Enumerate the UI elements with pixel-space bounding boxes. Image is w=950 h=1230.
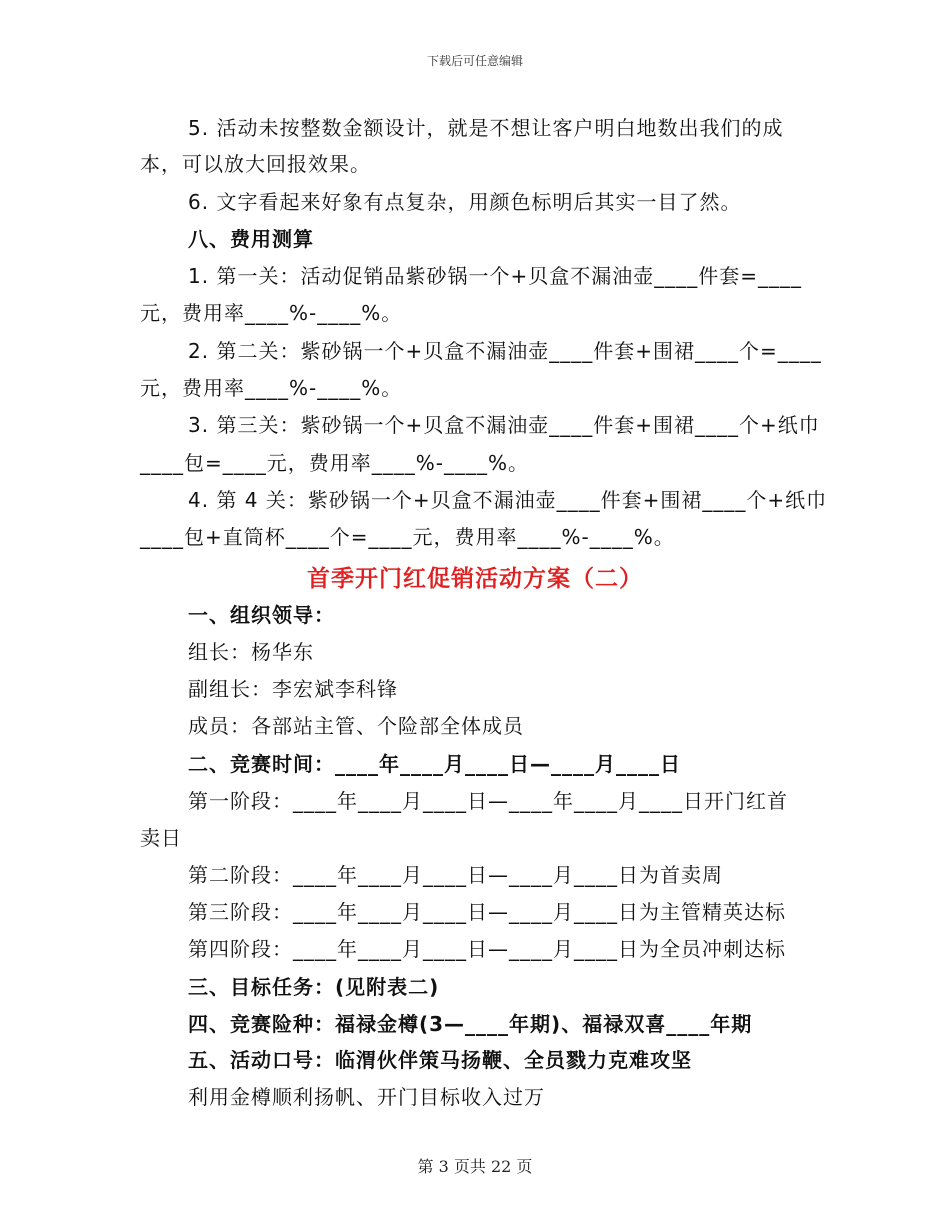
section-heading: 八、费用测算 — [188, 227, 314, 251]
paragraph-line: 组长：杨华东 — [188, 640, 314, 664]
paragraph-line: 元，费用率____%-____%。 — [140, 301, 403, 325]
paragraph-line: ____包=____元，费用率____%-____%。 — [140, 451, 529, 475]
paragraph-line: 1. 第一关：活动促销品紫砂锅一个+贝盒不漏油壶____件套=____ — [188, 264, 802, 288]
paragraph-line: 第四阶段：____年____月____日—____月____日为全员冲刺达标 — [188, 937, 786, 961]
page-header: 下载后可任意编辑 — [426, 54, 523, 68]
paragraph-line: 3. 第三关：紫砂锅一个+贝盒不漏油壶____件套+围裙____个+纸巾 — [188, 413, 820, 437]
paragraph-line: 本，可以放大回报效果。 — [140, 152, 371, 176]
paragraph-line: 4. 第 4 关：紫砂锅一个+贝盒不漏油壶____件套+围裙____个+纸巾 — [188, 488, 828, 512]
section-heading: 二、竞赛时间：____年____月____日—____月____日 — [188, 752, 681, 776]
paragraph-line: 元，费用率____%-____%。 — [140, 376, 403, 400]
paragraph-line: 5. 活动未按整数金额设计，就是不想让客户明白地数出我们的成 — [188, 116, 784, 140]
paragraph-line: 6. 文字看起来好象有点复杂，用颜色标明后其实一目了然。 — [188, 190, 742, 214]
section-heading: 一、组织领导： — [188, 603, 335, 627]
paragraph-line: ____包+直筒杯____个=____元，费用率____%-____%。 — [140, 525, 675, 549]
paragraph-line: 第一阶段：____年____月____日—____年____月____日开门红首 — [188, 789, 788, 813]
paragraph-line: 2. 第二关：紫砂锅一个+贝盒不漏油壶____件套+围裙____个=____ — [188, 339, 822, 363]
paragraph-line: 利用金樽顺利扬帆、开门目标收入过万 — [188, 1085, 545, 1109]
paragraph-line: 卖日 — [140, 826, 182, 850]
paragraph-line: 第二阶段：____年____月____日—____月____日为首卖周 — [188, 863, 723, 887]
section-heading: 三、目标任务：(见附表二) — [188, 975, 440, 999]
paragraph-line: 第三阶段：____年____月____日—____月____日为主管精英达标 — [188, 900, 786, 924]
paragraph-line: 成员：各部站主管、个险部全体成员 — [188, 714, 524, 738]
section-heading: 五、活动口号：临渭伙伴策马扬鞭、全员戮力克难攻坚 — [188, 1048, 692, 1072]
page-footer: 第 3 页共 22 页 — [417, 1157, 533, 1176]
section-heading: 四、竞赛险种：福禄金樽(3—____年期)、福禄双喜____年期 — [188, 1012, 753, 1036]
document-title: 首季开门红促销活动方案（二） — [307, 566, 643, 592]
paragraph-line: 副组长：李宏斌李科锋 — [188, 677, 398, 701]
